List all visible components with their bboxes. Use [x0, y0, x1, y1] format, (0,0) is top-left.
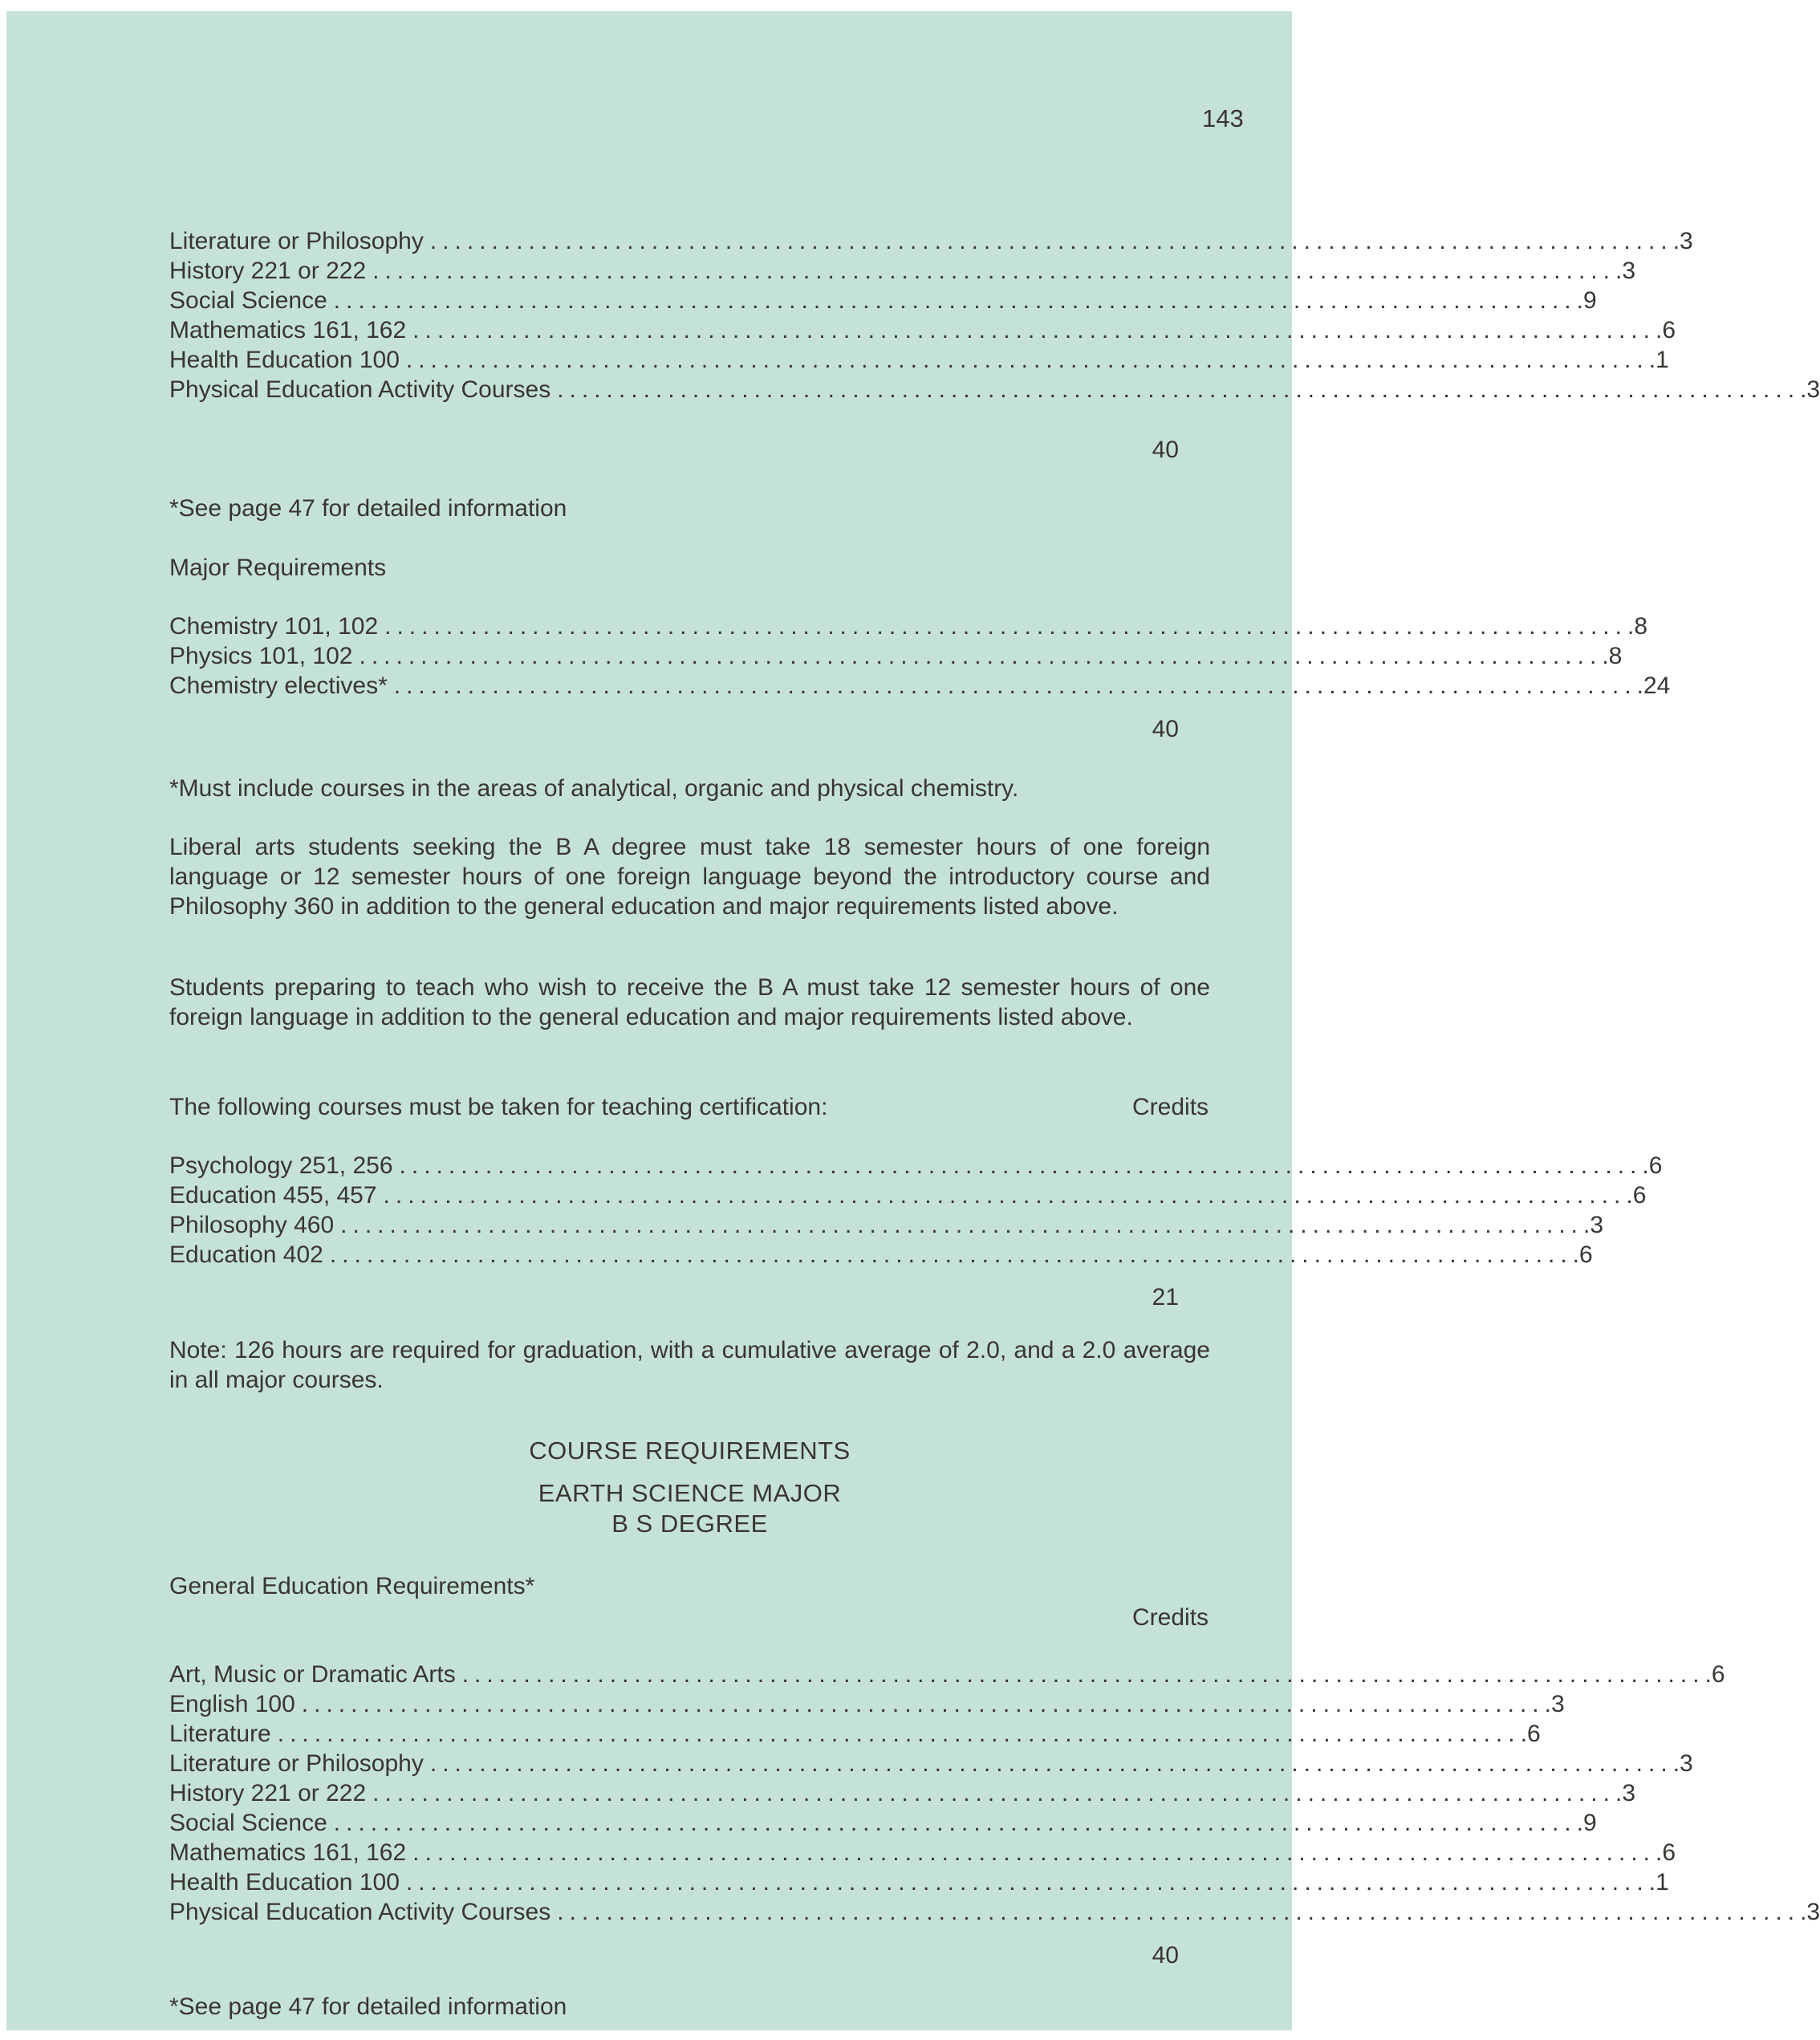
section-title: COURSE REQUIREMENTS — [529, 1437, 851, 1465]
liberal-arts-paragraph: Liberal arts students seeking the B A degree must take 18 semester hours of one foreign language or 12 semester hours of one foreign language beyond the introductory course and Philosophy 360 in addition to the general education and major requirements listed above. — [169, 834, 1210, 920]
course-row: Education 455, 457 ..................................................................................................... .6 — [169, 1182, 1647, 1209]
course-row: Literature ..................................................................................................... .6 — [169, 1721, 1541, 1747]
course-row: Social Science ..................................................................................................... .9 — [169, 1810, 1597, 1836]
certification-list — [169, 1151, 1663, 1270]
section-title: B S DEGREE — [611, 1510, 768, 1538]
course-row: Literature or Philosophy ..................................................................................................... .3 — [169, 228, 1693, 254]
credits-column-label: Credits — [1132, 1604, 1209, 1631]
earth-science-gen-ed-list — [169, 1660, 1820, 1927]
footnote: *Must include courses in the areas of analytical, organic and physical chemistry. — [169, 775, 1019, 802]
course-row: Physical Education Activity Courses ..................................................................................................... .3 — [169, 376, 1820, 403]
course-row: Health Education 100 ..................................................................................................... .1 — [169, 347, 1669, 373]
course-row: Physics 101, 102 ..................................................................................................... .8 — [169, 643, 1623, 669]
section-title: EARTH SCIENCE MAJOR — [538, 1479, 842, 1507]
course-row: Chemistry electives* ..................................................................................................... .24 — [169, 673, 1671, 699]
course-row: Physical Education Activity Courses ..................................................................................................... .3 — [169, 1899, 1820, 1925]
credits-column-label: Credits — [1132, 1094, 1209, 1120]
course-row: Mathematics 161, 162 ..................................................................................................... .6 — [169, 317, 1676, 343]
footnote: *See page 47 for detailed information — [169, 495, 567, 522]
section-heading: Major Requirements — [169, 555, 387, 581]
major-requirements-list — [169, 612, 1671, 701]
certification-intro: The following courses must be taken for teaching certification: — [169, 1094, 828, 1120]
course-row: Chemistry 101, 102 ..................................................................................................... .8 — [169, 613, 1648, 640]
course-row: Art, Music or Dramatic Arts ..................................................................................................... .6 — [169, 1661, 1725, 1688]
course-row: Mathematics 161, 162 ..................................................................................................... .6 — [169, 1839, 1676, 1866]
course-row: Literature or Philosophy ..................................................................................................... .3 — [169, 1750, 1693, 1777]
course-row: Social Science ..................................................................................................... .9 — [169, 287, 1597, 314]
graduation-note: Note: 126 hours are required for graduation, with a cumulative average of 2.0, and a 2.0 average in all major courses. — [169, 1337, 1210, 1393]
course-row: Education 402 ..................................................................................................... .6 — [169, 1241, 1593, 1268]
credits-total: 40 — [1152, 437, 1179, 463]
course-row: History 221 or 222 ..................................................................................................... .3 — [169, 1780, 1636, 1806]
course-row: Philosophy 460 ..................................................................................................... .3 — [169, 1212, 1604, 1238]
course-row: English 100 ..................................................................................................... .3 — [169, 1691, 1565, 1717]
footnote: *See page 47 for detailed information — [169, 1993, 567, 2020]
gen-ed-list-continued — [169, 226, 1820, 404]
teaching-paragraph: Students preparing to teach who wish to receive the B A must take 12 semester hours of one foreign language in addition to the general education and major requirements listed above. — [169, 974, 1210, 1030]
catalog-page — [6, 11, 1820, 2030]
credits-total: 40 — [1152, 716, 1179, 742]
page-number: 143 — [1202, 104, 1244, 132]
course-row: Health Education 100 ..................................................................................................... .1 — [169, 1869, 1669, 1896]
course-row: History 221 or 222 ..................................................................................................... .3 — [169, 258, 1636, 284]
credits-total: 40 — [1152, 1942, 1179, 1969]
gen-ed-heading: General Education Requirements* — [169, 1573, 535, 1599]
course-row: Psychology 251, 256 ..................................................................................................... .6 — [169, 1152, 1663, 1179]
credits-total: 21 — [1152, 1284, 1179, 1311]
